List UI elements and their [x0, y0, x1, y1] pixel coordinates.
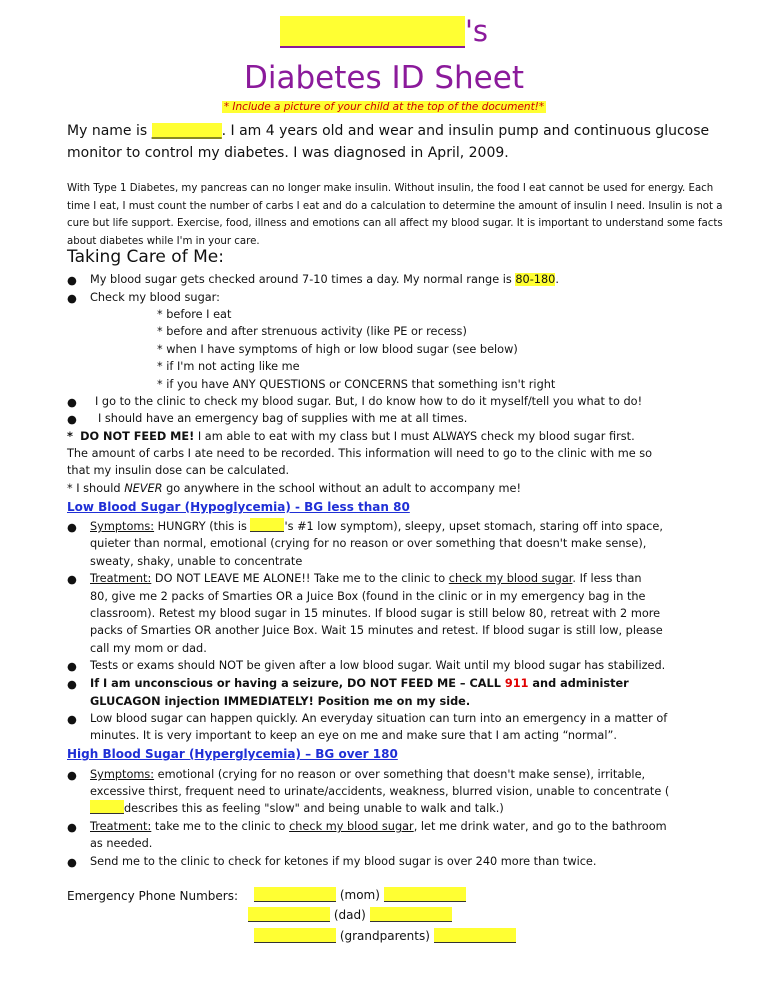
phone-blank [434, 928, 516, 943]
do-not-feed-line: * DO NOT FEED ME! I am able to eat with my class but I must ALWAYS check my blood sugar first. [67, 430, 635, 443]
low-treatment-4: packs of Smarties OR another Juice Box. Wait 15 minutes and retest. If blood sugar is still low, please [90, 624, 663, 637]
care-item-clinic: I go to the clinic to check my blood sugar. But, I do know how to do it myself/tell you what to do! [95, 395, 643, 408]
bullet-icon: ● [67, 413, 77, 426]
phone-row-grandparents: (grandparents) [254, 928, 516, 943]
care-item-emergency-bag: I should have an emergency bag of supplies with me at all times. [98, 412, 468, 425]
bullet-icon: ● [67, 396, 77, 409]
normal-range: 80-180 [515, 273, 556, 286]
high-symptoms-3: describes this as feeling "slow" and being unable to walk and talk.) [90, 800, 730, 818]
low-treatment: Treatment: DO NOT LEAVE ME ALONE!! Take me to the clinic to check my blood sugar. If less than [90, 572, 642, 585]
bullet-icon: ● [67, 821, 77, 834]
check-reason: * if you have ANY QUESTIONS or CONCERNS that something isn't right [157, 378, 556, 391]
phone-row-mom: (mom) [254, 887, 466, 902]
carbs-line-1: The amount of carbs I ate need to be recorded. This information will need to go to the clinic with me so [67, 447, 653, 460]
phone-blank [370, 907, 452, 922]
low-symptoms: Symptoms: HUNGRY (this is 's #1 low symptom), sleepy, upset stomach, staring off into space, [90, 520, 663, 533]
low-blood-sugar-heading: Low Blood Sugar (Hypoglycemia) - BG less than 80 [67, 500, 410, 514]
low-quick-note-2: minutes. It is very important to keep an eye on me and make sure that I am acting “normal”. [90, 729, 617, 742]
high-treatment: Treatment: take me to the clinic to check my blood sugar, let me drink water, and go to the bathroom [90, 820, 667, 833]
never-alone-line: * I should NEVER go anywhere in the school without an adult to accompany me! [67, 482, 521, 495]
care-item-checks: My blood sugar gets checked around 7-10 times a day. My normal range is 80-180. [90, 273, 559, 286]
phone-row-dad: (dad) [248, 907, 452, 922]
care-heading: Taking Care of Me: [67, 247, 224, 267]
low-treatment-5: call my mom or dad. [90, 642, 207, 655]
check-reason: * before and after strenuous activity (like PE or recess) [157, 325, 467, 338]
bullet-icon: ● [67, 769, 77, 782]
title-name-line [0, 14, 768, 48]
phone-blank [254, 928, 336, 943]
intro-text: My name is __________. I am 4 years old and wear and insulin pump and continuous glucose monitor to control my diabetes. I was diagnosed in April, 2009. [67, 123, 710, 161]
high-treatment-2: as needed. [90, 837, 153, 850]
bullet-icon: ● [67, 573, 77, 586]
phone-numbers-label: Emergency Phone Numbers: [67, 889, 238, 903]
page-title: Diabetes ID Sheet [244, 60, 524, 96]
child-name-blank-small [250, 518, 284, 532]
low-symptoms-2: quieter than normal, emotional (crying for no reason or over something that doesn't make sense), [90, 537, 647, 550]
seizure-instruction-2: GLUCAGON injection IMMEDIATELY! Position me on my side. [90, 695, 471, 708]
name-blank: __________ [151, 123, 222, 139]
low-quick-note: Low blood sugar can happen quickly. An everyday situation can turn into an emergency in a matter of [90, 712, 668, 725]
check-reason: * when I have symptoms of high or low blood sugar (see below) [157, 343, 518, 356]
bullet-icon: ● [67, 274, 77, 287]
child-name-blank [280, 16, 465, 48]
emergency-number: 911 [504, 677, 529, 690]
low-symptoms-3: sweaty, shaky, unable to concentrate [90, 555, 303, 568]
phone-blank [248, 907, 330, 922]
ketones-note: Send me to the clinic to check for ketones if my blood sugar is over 240 more than twice. [90, 855, 597, 868]
check-reason: * before I eat [157, 308, 232, 321]
low-treatment-3: classroom). Retest my blood sugar in 15 minutes. If blood sugar is still below 80, retreat with 2 more [90, 607, 661, 620]
phone-blank [254, 887, 336, 902]
seizure-instruction: If I am unconscious or having a seizure, DO NOT FEED ME – CALL 911 and administer [90, 677, 629, 690]
bullet-icon: ● [67, 713, 77, 726]
care-item-check-when: Check my blood sugar: [90, 291, 220, 304]
child-name-blank-small [90, 800, 124, 814]
about-diabetes-paragraph: With Type 1 Diabetes, my pancreas can no longer make insulin. Without insulin, the food I eat cannot be used for energy. Each time I eat, I must count the number of carbs I eat and do a calculation to determine the amount of insulin I need. Insulin is not a cure but life support. Exercise, food, illness and emotions can all affect my blood sugar. It is important to understand some facts about diabetes while I'm in your care. [67, 183, 723, 247]
phone-blank [384, 887, 466, 902]
bullet-icon: ● [67, 660, 77, 673]
check-reason: * if I'm not acting like me [157, 360, 300, 373]
high-symptoms-2: excessive thirst, frequent need to urinate/accidents, weakness, blurred vision, unable to concentrate ( [90, 785, 670, 798]
carbs-line-2: that my insulin dose can be calculated. [67, 464, 290, 477]
low-tests-note: Tests or exams should NOT be given after a low blood sugar. Wait until my blood sugar has stabilized. [90, 659, 666, 672]
bullet-icon: ● [67, 678, 77, 691]
title-suffix: 's [464, 14, 489, 48]
low-treatment-2: 80, give me 2 packs of Smarties OR a Juice Box (found in the clinic or in my emergency bag in the [90, 590, 646, 603]
bullet-icon: ● [67, 856, 77, 869]
photo-note: * Include a picture of your child at the top of the document!* [223, 101, 545, 113]
high-blood-sugar-heading: High Blood Sugar (Hyperglycemia) – BG over 180 [67, 747, 398, 761]
bullet-icon: ● [67, 292, 77, 305]
bullet-icon: ● [67, 521, 77, 534]
high-symptoms: Symptoms: emotional (crying for no reason or over something that doesn't make sense), irritable, [90, 768, 646, 781]
